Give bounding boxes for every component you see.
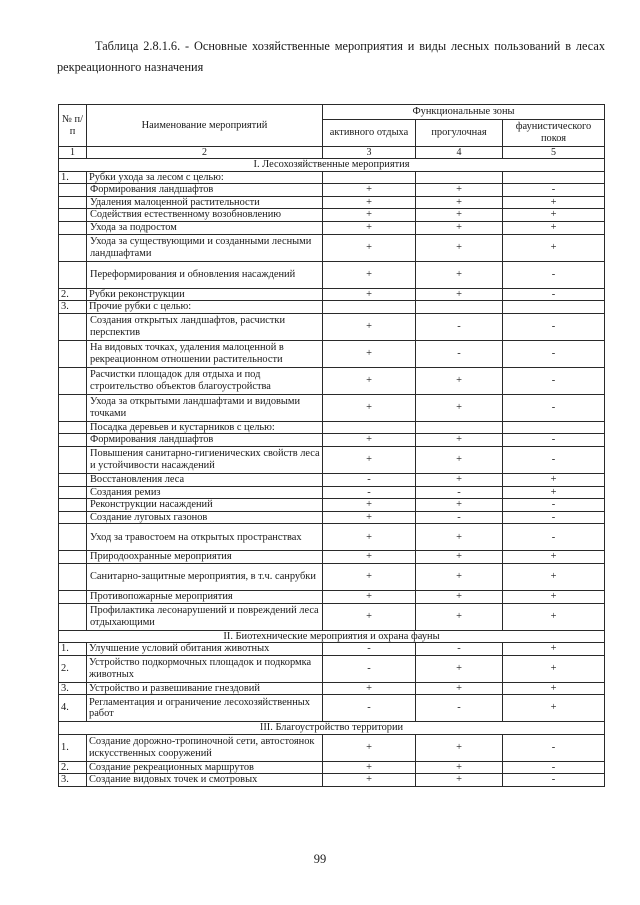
zone-active-mark: + [323,590,416,603]
activity-name: Создание рекреационных маршрутов [87,761,323,774]
zone-walking-mark: - [416,486,503,499]
table-row [59,499,605,512]
row-number: 3. [59,301,87,314]
zone-walking-mark: + [416,473,503,486]
zone-active-mark: + [323,434,416,447]
header-zone-walking: прогулочная [416,120,503,147]
row-number: 1. [59,643,87,656]
table-row [59,301,605,314]
table-row [59,234,605,261]
zone-fauna-mark [503,421,605,434]
zone-active-mark: + [323,682,416,695]
zone-active-mark: - [323,695,416,722]
zone-active-mark: + [323,184,416,197]
zone-fauna-mark: - [503,524,605,551]
row-number [59,511,87,524]
table-row [59,171,605,184]
zone-active-mark: + [323,511,416,524]
zone-walking-mark: + [416,234,503,261]
zone-fauna-mark: + [503,486,605,499]
table-header [59,105,605,159]
zone-active-mark: + [323,603,416,630]
row-number: 1. [59,171,87,184]
row-number [59,313,87,340]
row-number: 2. [59,288,87,301]
table-row [59,340,605,367]
activity-name: На видовых точках, удаления малоценной в рекреационном отношении растительности [87,340,323,367]
zone-fauna-mark: - [503,184,605,197]
zone-active-mark [323,421,416,434]
header-num: № п/п [59,105,87,147]
row-number [59,551,87,564]
zone-walking-mark: - [416,340,503,367]
row-number [59,590,87,603]
table-row [59,695,605,722]
row-number [59,421,87,434]
table-row [59,434,605,447]
section-title: I. Лесохозяйственные мероприятия [59,159,605,172]
activity-name: Восстановления леса [87,473,323,486]
activity-name: Рубки ухода за лесом с целью: [87,171,323,184]
zone-walking-mark: - [416,511,503,524]
row-number [59,486,87,499]
zone-fauna-mark: - [503,499,605,512]
zone-active-mark: + [323,446,416,473]
activity-name: Санитарно-защитные мероприятия, в т.ч. санрубки [87,563,323,590]
section-title: III. Благоустройство территории [59,722,605,735]
activity-name: Посадка деревьев и кустарников с целью: [87,421,323,434]
section-row [59,722,605,735]
activity-name: Устройство подкормочных площадок и подкормка животных [87,655,323,682]
zone-walking-mark: + [416,184,503,197]
zone-fauna-mark: + [503,695,605,722]
zone-walking-mark: + [416,563,503,590]
table-row [59,655,605,682]
zone-walking-mark: + [416,261,503,288]
table-body [59,159,605,787]
row-number [59,524,87,551]
row-number: 2. [59,655,87,682]
row-number: 3. [59,774,87,787]
table-row [59,421,605,434]
activity-name: Ухода за открытыми ландшафтами и видовыми точками [87,394,323,421]
zone-fauna-mark: - [503,394,605,421]
zone-fauna-mark: - [503,367,605,394]
zone-active-mark: + [323,209,416,222]
zone-walking-mark: + [416,367,503,394]
zone-walking-mark: - [416,643,503,656]
row-number [59,209,87,222]
zone-active-mark: + [323,340,416,367]
table-row [59,682,605,695]
activity-name: Переформирования и обновления насаждений [87,261,323,288]
zone-fauna-mark: + [503,473,605,486]
table-row [59,473,605,486]
section-row [59,630,605,643]
zone-walking-mark [416,421,503,434]
row-number [59,434,87,447]
activity-name: Создания ремиз [87,486,323,499]
table-row [59,446,605,473]
zone-active-mark: + [323,774,416,787]
table-row [59,734,605,761]
zone-active-mark: + [323,394,416,421]
zone-active-mark: - [323,473,416,486]
zone-fauna-mark: - [503,734,605,761]
zone-fauna-mark: + [503,221,605,234]
zone-walking-mark: + [416,655,503,682]
zone-walking-mark: - [416,313,503,340]
activity-name: Реконструкции насаждений [87,499,323,512]
zone-active-mark: + [323,367,416,394]
section-title: II. Биотехнические мероприятия и охрана фауны [59,630,605,643]
zone-active-mark: + [323,234,416,261]
zone-fauna-mark: - [503,511,605,524]
table-row [59,511,605,524]
row-number: 4. [59,695,87,722]
activity-name: Регламентация и ограничение лесохозяйственных работ [87,695,323,722]
zone-fauna-mark: - [503,261,605,288]
activity-name: Ухода за существующими и созданными лесными ландшафтами [87,234,323,261]
table-row [59,643,605,656]
zone-active-mark [323,171,416,184]
activity-name: Расчистки площадок для отдыха и под строительство объектов благоустройства [87,367,323,394]
zone-fauna-mark: + [503,655,605,682]
activity-name: Создание луговых газонов [87,511,323,524]
zone-walking-mark: + [416,590,503,603]
table-row [59,209,605,222]
zone-active-mark: + [323,221,416,234]
zone-fauna-mark: - [503,761,605,774]
activities-table [58,104,605,787]
table-row [59,590,605,603]
zone-fauna-mark: - [503,774,605,787]
zone-fauna-mark: - [503,340,605,367]
table-row [59,603,605,630]
zone-active-mark: + [323,524,416,551]
zone-fauna-mark: + [503,196,605,209]
activity-name: Профилактика лесонарушений и повреждений леса отдыхающими [87,603,323,630]
activity-name: Рубки реконструкции [87,288,323,301]
table-row [59,288,605,301]
row-number [59,234,87,261]
row-number [59,563,87,590]
zone-fauna-mark: + [503,551,605,564]
zone-fauna-mark: - [503,288,605,301]
zone-fauna-mark: + [503,603,605,630]
zone-walking-mark: + [416,446,503,473]
activity-name: Формирования ландшафтов [87,434,323,447]
table-row [59,761,605,774]
row-number [59,446,87,473]
section-row [59,159,605,172]
activity-name: Ухода за подростом [87,221,323,234]
row-number [59,473,87,486]
table-row [59,394,605,421]
zone-walking-mark: + [416,551,503,564]
zone-walking-mark: + [416,394,503,421]
zone-fauna-mark: + [503,563,605,590]
activity-name: Создание дорожно-тропиночной сети, автостоянок искусственных сооружений [87,734,323,761]
zone-walking-mark: + [416,499,503,512]
table-row [59,774,605,787]
row-number: 2. [59,761,87,774]
col-number: 3 [323,147,416,159]
activity-name: Противопожарные мероприятия [87,590,323,603]
row-number [59,221,87,234]
table-row [59,221,605,234]
zone-fauna-mark: - [503,446,605,473]
row-number [59,394,87,421]
zone-fauna-mark [503,301,605,314]
row-number [59,340,87,367]
row-number [59,499,87,512]
zone-active-mark: + [323,288,416,301]
zone-active-mark: + [323,563,416,590]
zone-active-mark: + [323,196,416,209]
zone-active-mark: + [323,551,416,564]
zone-active-mark: - [323,643,416,656]
zone-walking-mark [416,301,503,314]
zone-walking-mark: + [416,524,503,551]
activity-name: Природоохранные мероприятия [87,551,323,564]
zone-walking-mark: + [416,288,503,301]
zone-active-mark: + [323,734,416,761]
zone-active-mark [323,301,416,314]
header-zone-fauna: фаунистического покоя [503,120,605,147]
table-caption [57,36,605,78]
zone-walking-mark: + [416,434,503,447]
row-number [59,184,87,197]
activity-name: Создания открытых ландшафтов, расчистки перспектив [87,313,323,340]
zone-active-mark: + [323,499,416,512]
activity-name: Удаления малоценной растительности [87,196,323,209]
activity-name: Уход за травостоем на открытых пространствах [87,524,323,551]
zone-fauna-mark: - [503,313,605,340]
row-number [59,196,87,209]
zone-walking-mark: + [416,761,503,774]
caption-text: Таблица 2.8.1.6. - Основные хозяйственные мероприятия и виды лесных пользований в лесах рекреационного назначения [57,39,605,74]
zone-fauna-mark: + [503,209,605,222]
col-number: 4 [416,147,503,159]
activity-name: Устройство и развешивание гнездовий [87,682,323,695]
zone-fauna-mark: + [503,643,605,656]
table-row [59,563,605,590]
header-zone-active: активного отдыха [323,120,416,147]
page-number: 99 [313,852,327,866]
activity-name: Улучшение условий обитания животных [87,643,323,656]
table-row [59,524,605,551]
table-row [59,551,605,564]
zone-active-mark: - [323,655,416,682]
activity-name: Содействия естественному возобновлению [87,209,323,222]
zone-active-mark: + [323,261,416,288]
table-row [59,313,605,340]
zone-walking-mark: - [416,695,503,722]
zone-walking-mark: + [416,196,503,209]
zone-walking-mark: + [416,603,503,630]
row-number: 3. [59,682,87,695]
zone-walking-mark: + [416,221,503,234]
zone-walking-mark: + [416,209,503,222]
zone-fauna-mark: + [503,234,605,261]
zone-walking-mark: + [416,774,503,787]
zone-active-mark: + [323,761,416,774]
table-row [59,261,605,288]
zone-active-mark: + [323,313,416,340]
zone-active-mark: - [323,486,416,499]
activity-name: Формирования ландшафтов [87,184,323,197]
header-zones: Функциональные зоны [323,105,605,120]
row-number: 1. [59,734,87,761]
zone-walking-mark: + [416,734,503,761]
col-number: 1 [59,147,87,159]
col-number: 5 [503,147,605,159]
header-name: Наименование мероприятий [87,105,323,147]
activity-name: Прочие рубки с целью: [87,301,323,314]
zone-walking-mark: + [416,682,503,695]
table-row [59,196,605,209]
activity-name: Создание видовых точек и смотровых [87,774,323,787]
zone-fauna-mark: + [503,682,605,695]
col-number: 2 [87,147,323,159]
row-number [59,367,87,394]
row-number [59,261,87,288]
row-number [59,603,87,630]
zone-fauna-mark [503,171,605,184]
table-row [59,184,605,197]
table-row [59,367,605,394]
activity-name: Повышения санитарно-гигиенических свойств леса и устойчивости насаждений [87,446,323,473]
zone-fauna-mark: + [503,590,605,603]
zone-fauna-mark: - [503,434,605,447]
table-row [59,486,605,499]
zone-walking-mark [416,171,503,184]
